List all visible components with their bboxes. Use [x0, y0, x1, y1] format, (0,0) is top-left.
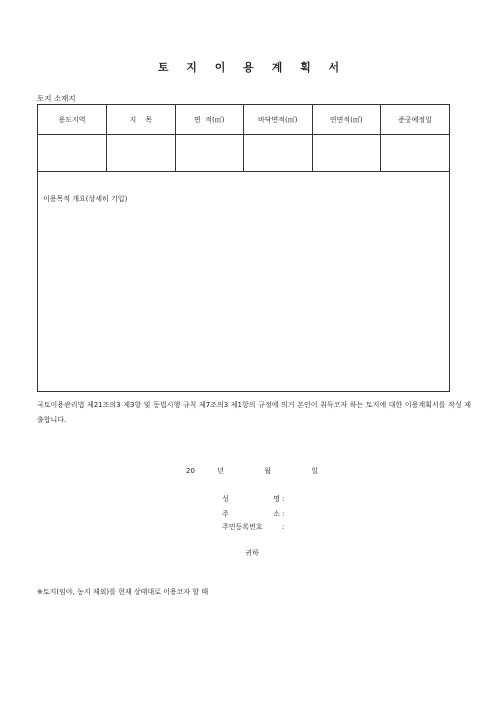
recipient-line: 귀하 [245, 549, 259, 557]
date-line [0, 466, 504, 476]
name-colon: : [282, 495, 285, 503]
total-floor-area-cell[interactable] [312, 135, 381, 172]
date-month-unit: 월 [264, 467, 271, 475]
land-info-table [38, 105, 449, 172]
floor-area-cell[interactable] [244, 135, 313, 172]
header-area: 면 적(㎡) [175, 105, 244, 135]
header-completion-date: 준공예정일 [381, 105, 450, 135]
address-label: 주 소 [222, 510, 280, 518]
header-zoning: 용도지역 [38, 105, 107, 135]
zoning-cell[interactable] [38, 135, 107, 172]
header-floor-area: 바닥면적(㎡) [244, 105, 313, 135]
purpose-label: 이용목적 개요(상세히 기입) [43, 195, 128, 203]
land-location-label: 토지 소재지 [37, 94, 76, 103]
date-year-unit: 년 [217, 467, 224, 475]
form-frame [37, 104, 450, 392]
signature-id-line [222, 522, 284, 532]
date-day-unit: 일 [311, 467, 318, 475]
statement-text: 국토이용관리법 제21조의3 제3항 및 동법시행 규칙 제7조의3 제1항의 규정에 의거 본인이 취득코자 하는 토지에 대한 이용계획서를 작성 제출합니다. [37, 401, 471, 424]
land-category-cell[interactable] [107, 135, 176, 172]
footnote: ※토지(임야, 농지 제외)를 현재 상태대로 이용코자 할 때 [37, 588, 209, 596]
id-colon: : [282, 523, 285, 531]
name-label: 성 명 [222, 495, 280, 503]
id-label: 주민등록번호 [222, 523, 263, 531]
area-cell[interactable] [175, 135, 244, 172]
table-header-row [38, 105, 449, 135]
header-land-category: 지 목 [107, 105, 176, 135]
table-row [38, 135, 449, 172]
document-title: 토 지 이 용 계 획 서 [157, 61, 347, 74]
signature-name-line [222, 494, 284, 504]
address-colon: : [282, 510, 285, 518]
header-total-floor-area: 연면적(㎡) [312, 105, 381, 135]
date-year: 20 [186, 467, 195, 475]
signature-address-line [222, 509, 284, 519]
completion-date-cell[interactable] [381, 135, 450, 172]
